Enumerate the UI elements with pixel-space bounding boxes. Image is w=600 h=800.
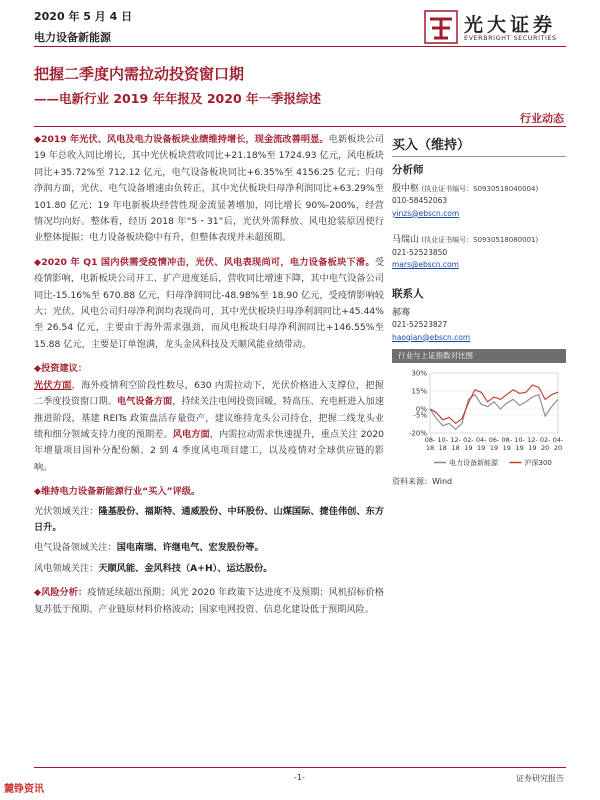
paragraph-lead: 维持电力设备新能源行业“买入”评级。 [41,486,201,498]
x-tick-label-year: 19 [515,444,524,452]
page-number: -1- [294,773,305,782]
paragraph-rating [34,484,384,577]
contact-heading: 联系人 [392,288,424,300]
logo-mark-icon [424,10,458,44]
keyword-solar: 光伏方面 [34,379,72,391]
analyst-email-link[interactable]: yinzs@ebscn.com [392,208,460,218]
chart-svg [392,365,566,475]
x-tick-label-year: 19 [489,444,499,452]
analyst-cert: (执业证书编号：S0930518040004) [421,184,539,193]
x-tick-label: 02- [539,436,551,444]
x-tick-label-year: 19 [477,444,486,452]
diamond-bullet-icon: ◆ [34,486,42,498]
rating-divider [392,156,566,157]
y-tick-label: 30% [411,369,427,378]
paragraph-text: 受疫情影响，电新板块公司开工、扩产进度延后，营收同比增速下降，其中电气设备公司同比-15.16%至 670.88 亿元，归母净润同比-48.98%至 18.90 亿元，受疫情影响较大；光伏、风电公司归母净利润均表现尚可，其中光伏板块归母净利润同比+45.44%至 26.54 亿元，主要由于海外需求强劲，而风电板块归母净利润同比+146.55%至 15.88 亿元，主要是订单饱满，龙头金风科技及天顺风能业绩带动。 [34,256,384,350]
logo-name: 光大证券 [464,14,557,36]
watermark: 麓铮资讯 [4,784,44,795]
keyword-wind: 风电方面 [172,428,210,440]
x-tick-label: 04- [552,436,564,444]
x-tick-label-year: 19 [464,444,473,452]
paragraph-text: 电新板块公司 19 年总收入同比增长，其中光伏板块营收同比+21.18%至 1724.93 亿元，风电板块同比+35.72%至 712.12 亿元，电气设备板块同比+6.35%至 4156.25 亿元；归母净润方面，光伏、电气设备增速由负转正，其中光伏板块归母净利润同比+63.29%至 101.80 亿元；19 年电新板块经营性现金流显著增加，同比增长 90%-200%，经营情况均向好。整体看，经历 2018 年“5・31”后，光伏外需释放、风电抢装原因使行业整体提振；电力设备板块稳中有升，但整体表现并未超预期。 [34,134,384,244]
contact-section [392,288,566,344]
paragraph-lead: 风险分析： [41,587,88,599]
x-tick-label: 10- [437,436,449,444]
y-tick-label: 15% [411,387,427,396]
paragraph-2019 [34,132,384,247]
x-tick-label-year: 20 [541,444,550,452]
solar-stocks: 隆基股份、福斯特、通威股份、中环股份、山煤国际、捷佳伟创、东方日升。 [34,505,385,533]
analyst-name: 马瑞山 [392,235,420,245]
electrical-label: 电气设备领域关注： [34,542,117,554]
x-tick-label-year: 20 [553,444,563,452]
chart-title: 行业与上证指数对比图 [392,349,566,363]
solar-label: 光伏领域关注： [34,505,99,517]
sector-label: 电力设备新能源 [34,31,111,44]
analyst-email-link[interactable]: mars@ebscn.com [392,260,459,269]
report-subtitle: ——电新行业 2019 年年报及 2020 年一季报综述 [34,91,321,106]
analyst-section [392,164,566,272]
analyst-phone: 021-52523850 [392,247,448,257]
report-title: 把握二季度内需拉动投资窗口期 [34,65,245,83]
wind-stocks: 天顺风能、金风科技（A+H）、运达股份。 [98,562,273,574]
x-tick-label: 06- [488,436,500,444]
paragraph-2020q1 [34,255,384,353]
contact-phone: 021-52523827 [392,320,448,329]
legend-label: 沪深300 [524,459,552,467]
analyst-phone: 010-58452063 [392,196,448,205]
paragraph-risk [34,585,384,618]
header-divider [34,46,566,47]
diamond-bullet-icon: ◆ [34,134,42,145]
diamond-bullet-icon: ◆ [34,256,42,268]
analyst-name: 殷中枢 [392,183,420,194]
x-tick-label-year: 19 [528,444,537,452]
paragraph-text: ，持续关注电网投资回暖，特高压、充电桩进入加速推进阶段，基建 REITs 政策盘活存量资产，建议维持龙头公司持仓，把握二线龙头业绩和细分领域支持力度的预期差。 [34,396,385,440]
x-tick-label: 08- [501,436,513,444]
paragraph-text: ，内需拉动需求快速提升，重点关注 2020 年增量项目国补分配份额、2 到 4 季度风电项目建工，以及疫情对全球供应链的影响。 [34,428,385,473]
y-tick-label: 0% [415,405,427,414]
x-tick-label-year: 18 [438,444,447,452]
series-line-0 [430,395,558,430]
diamond-bullet-icon: ◆ [34,363,42,375]
paragraph-investment-advice [34,361,384,476]
analyst-cert: (执业证书编号：S0930518080001) [421,236,539,244]
x-tick-label: 10- [514,436,525,444]
report-body [34,132,384,626]
contact-email-link[interactable]: haoqian@ebscn.com [392,332,471,342]
rating-label: 买入（维持） [392,138,471,153]
paragraph-text: ，海外疫情利空阶段性数尽，630 内需拉动下，光伏价格进入支撑位，把握二季度投资窗口期。 [34,379,384,408]
x-tick-label-year: 18 [425,444,435,452]
footer-label: 证券研究报告 [516,774,564,783]
title-divider [34,126,566,127]
wind-label: 风电领域关注： [34,562,99,574]
y-tick-label: -20% [408,429,427,438]
analysts-heading: 分析师 [392,164,424,176]
logo [424,10,574,44]
diamond-bullet-icon: ◆ [34,587,42,599]
x-tick-label: 12- [527,436,538,444]
x-tick-label: 04- [475,436,487,444]
paragraph-lead: 投资建议： [41,363,88,375]
x-tick-label: 12- [450,436,461,444]
logo-name-en: EVERBRIGHT SECURITIES [464,34,557,42]
report-date: 2020 年 5 月 4 日 [34,10,133,23]
paragraph-lead: 2020 年 Q1 国内供需受疫情冲击，光伏、风电表现尚可，电力设备板块下滑。 [41,256,375,268]
x-tick-label: 02- [463,436,474,444]
x-tick-label: 08- [424,436,436,444]
index-comparison-chart [392,365,566,481]
footer-divider [34,767,566,768]
legend-label: 电力设备新能源 [449,459,498,467]
report-type: 行业动态 [520,112,564,125]
paragraph-lead: 2019 年光伏、风电及电力设备板块业绩维持增长，现金流改善明显。 [41,134,329,145]
contact-name: 郝骞 [392,307,411,318]
x-tick-label-year: 19 [502,444,511,452]
keyword-electrical: 电气设备方面 [116,396,173,408]
electrical-stocks: 国电南瑞、许继电气、宏发股份等。 [116,542,264,554]
chart-source: 资料来源：Wind [392,477,453,486]
y-tick-label: -5% [413,411,427,420]
x-tick-label-year: 18 [451,444,460,452]
paragraph-text: 疫情延续超出预期；风光 2020 年政策下达进度不及预期；风机招标价格复苏低于预期、产业链原材料价格波动；国家电网投资、信息化建设低于预期风险。 [34,587,384,615]
